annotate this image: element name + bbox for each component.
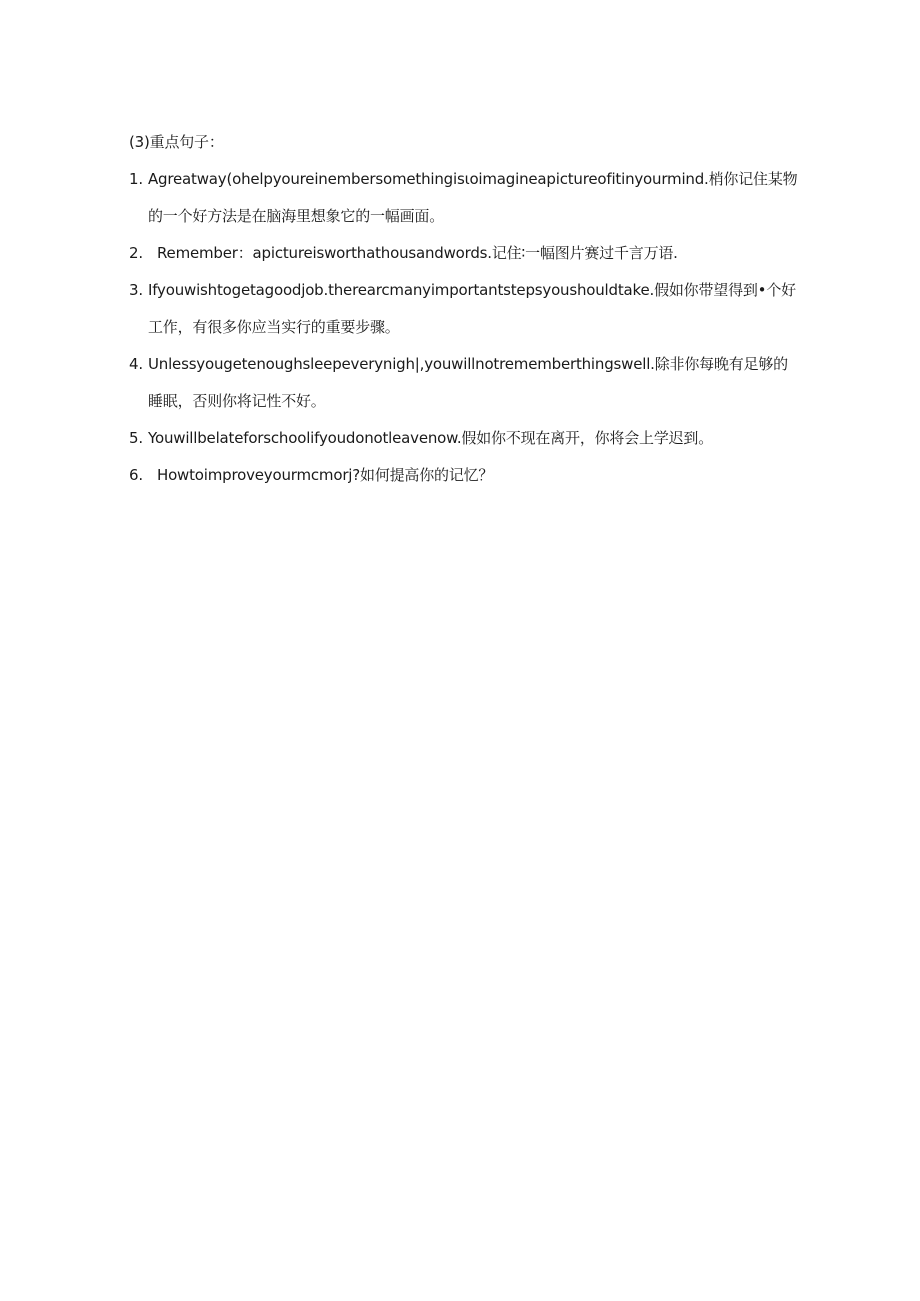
chinese-translation: 记住∶一幅图片赛过千言万语. (491, 244, 678, 262)
sentence-item-2 (129, 235, 799, 272)
english-sentence: Howtoimproveyourmcmorj? (157, 466, 361, 484)
english-sentence: Agreatway(ohelpyoureinembersomethingisιoimagineapictureofitinyourmind. (148, 170, 709, 188)
item-number: 3. (129, 281, 143, 299)
sentence-item-6 (129, 457, 799, 494)
english-sentence: Unlessyougetenoughsleepeverynigh|,youwillnotrememberthingswell. (148, 355, 655, 373)
chinese-translation: 梢你记住某物的一个好方法是在脑海里想象它的一幅画面。 (148, 170, 798, 225)
item-number: 6. (129, 466, 143, 484)
sentence-item-4 (129, 346, 799, 420)
sentence-text (148, 420, 799, 457)
chinese-translation: 假如你不现在离开，你将会上学迟到。 (461, 429, 714, 447)
chinese-translation: 如何提高你的记忆？ (360, 466, 494, 484)
english-sentence: Youwillbelateforschoolifyoudonotleavenow. (148, 429, 462, 447)
section-heading: (3)重点句子： (129, 133, 224, 151)
document-content (129, 124, 799, 494)
chinese-translation: 除非你每晚有足够的睡眠，否则你将记性不好。 (148, 355, 788, 410)
item-number: 2. (129, 244, 143, 262)
item-number: 1. (129, 170, 143, 188)
sentence-text (157, 235, 799, 272)
chinese-translation: 假如你带望得到•个好工作，有很多你应当实行的重要步骤。 (148, 281, 796, 336)
item-number: 5. (129, 429, 143, 447)
sentence-text (157, 457, 799, 494)
sentence-text (148, 161, 799, 235)
english-sentence: Ifyouwishtogetagoodjob.therearcmanyimportantstepsyoushouldtake. (148, 281, 655, 299)
sentence-item-5 (129, 420, 799, 457)
sentence-text (148, 346, 799, 420)
sentence-item-1 (129, 161, 799, 235)
sentence-item-3 (129, 272, 799, 346)
english-sentence: Remember：apictureisworthathousandwords. (157, 244, 492, 262)
item-number: 4. (129, 355, 143, 373)
sentence-text (148, 272, 799, 346)
